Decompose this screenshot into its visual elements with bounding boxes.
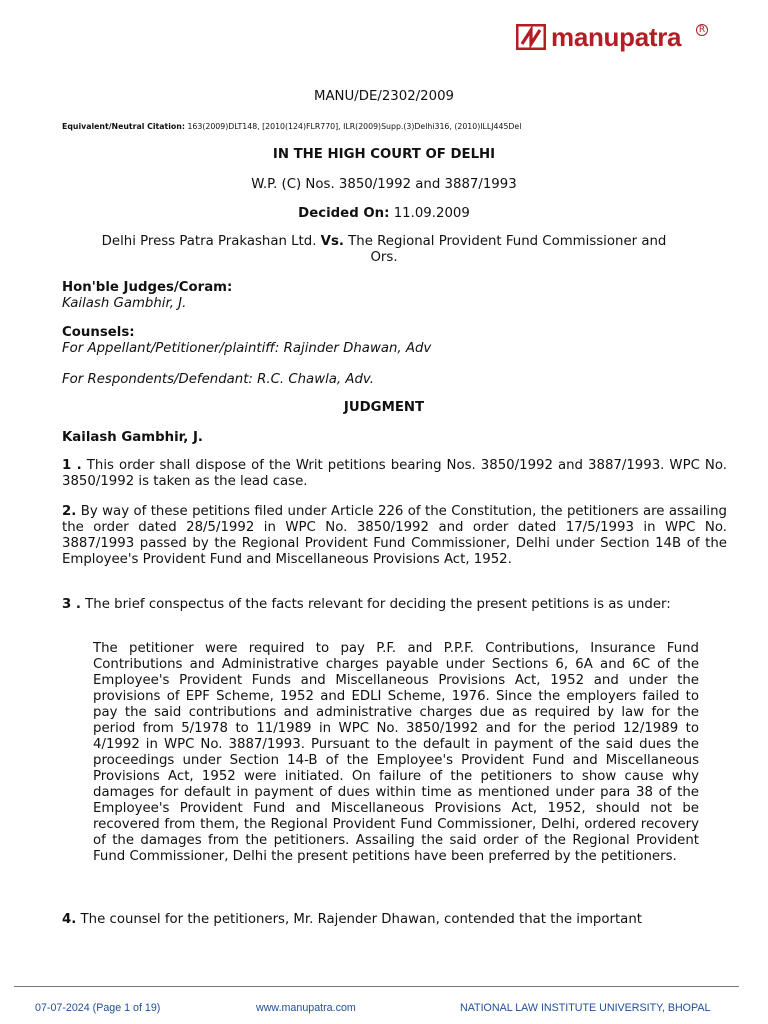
versus: Vs. — [320, 234, 344, 249]
paragraph-text: The counsel for the petitioners, Mr. Rajender Dhawan, contended that the important — [80, 912, 642, 927]
paragraph-number: 2. — [62, 504, 77, 519]
paragraph-text: The brief conspectus of the facts relevant for deciding the present petitions is as under: — [85, 597, 671, 612]
counsels-block — [62, 325, 727, 357]
paragraph-number: 3 . — [62, 597, 81, 612]
paragraph-text: By way of these petitions filed under Article 226 of the Constitution, the petitioners are assailing the order dated 28/5/1992 in WPC No. 3850/1992 and order dated 17/5/1993 in WPC No. 3887/1993 passed by the Regional Provident Fund Commissioner, Delhi under Section 14B of the Employee's Provident Fund and Miscellaneous Provisions Act, 1952. — [62, 504, 727, 567]
counsels-label: Counsels: — [62, 325, 135, 340]
registered-mark: R — [696, 24, 708, 36]
equivalent-citation-value: 163(2009)DLT148, [2010(124)FLR770], ILR(2009)Supp.(3)Delhi316, (2010)ILLJ445Del — [187, 122, 522, 131]
judgment-heading: JUDGMENT — [343, 400, 425, 415]
logo-wordmark: manupatra — [551, 22, 682, 52]
respondent-name-cont: Ors. — [370, 250, 398, 265]
decided-on-label: Decided On: — [298, 206, 390, 221]
petitioner-name: Delhi Press Patra Prakashan Ltd. — [101, 234, 317, 249]
footer-site-link[interactable]: www.manupatra.com — [256, 1002, 356, 1014]
decided-on — [0, 206, 768, 221]
footer-institution: NATIONAL LAW INSTITUTE UNIVERSITY, BHOPAL — [460, 1002, 711, 1014]
paragraph-3 — [62, 597, 727, 613]
paragraph-number: 1 . — [62, 458, 82, 473]
case-number: W.P. (C) Nos. 3850/1992 and 3887/1993 — [251, 177, 517, 192]
respondent-name: The Regional Provident Fund Commissioner and — [348, 234, 667, 249]
judgment-author-name: Kailash Gambhir, J. — [62, 430, 203, 445]
judges-block — [62, 280, 727, 312]
respondent-counsel-block — [62, 372, 727, 388]
manupatra-logo-icon — [516, 24, 546, 50]
decided-on-date: 11.09.2009 — [393, 206, 470, 221]
footer-divider — [14, 986, 739, 987]
footer-page-info: 07-07-2024 (Page 1 of 19) — [35, 1002, 161, 1014]
judges-name: Kailash Gambhir, J. — [62, 296, 187, 311]
appellant-counsel: For Appellant/Petitioner/plaintiff: Rajinder Dhawan, Adv — [62, 341, 432, 356]
paragraph-number: 4. — [62, 912, 77, 927]
court-name: IN THE HIGH COURT OF DELHI — [272, 147, 496, 162]
parties — [0, 234, 768, 266]
citation-id: MANU/DE/2302/2009 — [313, 89, 454, 104]
judgment-author — [62, 430, 727, 446]
paragraph-2 — [62, 504, 727, 568]
equivalent-citation — [62, 122, 521, 131]
respondent-counsel: For Respondents/Defendant: R.C. Chawla, Adv. — [62, 372, 374, 387]
block-quote: The petitioner were required to pay P.F. and P.P.F. Contributions, Insurance Fund Contributions and Administrative charges payable under Sections 6, 6A and 6C of the Employee's Provident Funds and Miscellaneous Provisions Act, 1952 and under the provisions of EPF Scheme, 1952 and EDLI Scheme, 1976. Since the employers failed to pay the said contributions and administrative charges due as required by law for the period from 5/1978 to 11/1989 in WPC No. 3850/1992 and for the period 12/1989 to 4/1992 in WPC No. 3887/1993. Pursuant to the default in payment of the said dues the proceedings under Section 14-B of the Employee's Provident Fund and Miscellaneous Provisions Act, 1952 were initiated. On failure of the petitioners to show cause why damages for default in payment of dues within time as mentioned under para 38 of the Employee's Provident Fund and Miscellaneous Provisions Act, 1952, should not be recovered from them, the Regional Provident Fund Commissioner, Delhi, ordered recovery of the damages from the petitioners. Assailing the said order of the Regional Provident Fund Commissioner, Delhi the present petitions have been preferred by the petitioners. — [93, 641, 699, 864]
paragraph-4 — [62, 912, 727, 928]
equivalent-citation-label: Equivalent/Neutral Citation: — [62, 122, 185, 131]
judges-label: Hon'ble Judges/Coram: — [62, 280, 233, 295]
paragraph-1 — [62, 458, 727, 490]
manupatra-logo — [516, 22, 716, 56]
paragraph-text: This order shall dispose of the Writ petitions bearing Nos. 3850/1992 and 3887/1993. WPC No. 3850/1992 is taken as the lead case. — [62, 458, 727, 489]
